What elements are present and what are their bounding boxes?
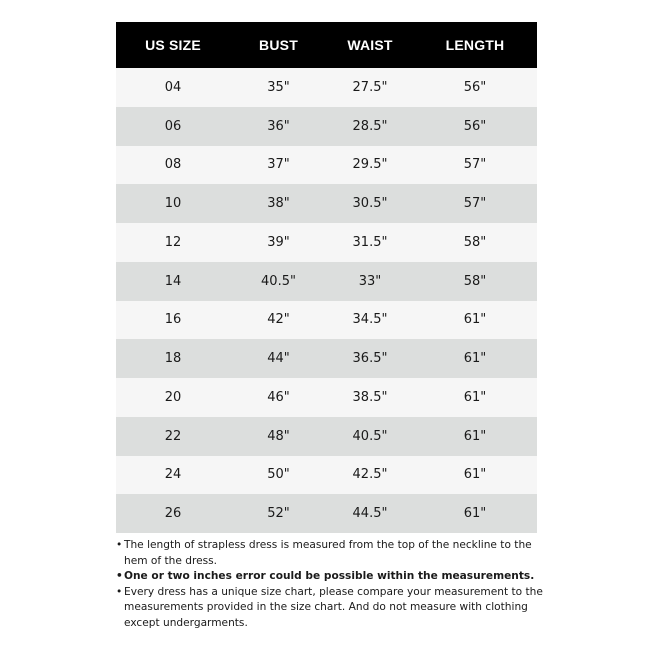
cell-us-size: 18 [116,339,230,378]
cell-bust: 42" [230,301,327,340]
header-us-size: US SIZE [116,22,230,68]
table-row [116,494,537,533]
cell-length: 61" [413,301,537,340]
cell-waist: 36.5" [327,339,413,378]
header-waist: WAIST [327,22,413,68]
cell-length: 61" [413,494,537,533]
cell-waist: 38.5" [327,378,413,417]
bullet-icon: • [116,539,123,551]
cell-length: 56" [413,107,537,146]
cell-us-size: 04 [116,68,230,107]
cell-bust: 38" [230,184,327,223]
cell-us-size: 26 [116,494,230,533]
cell-length: 61" [413,456,537,495]
cell-waist: 42.5" [327,456,413,495]
cell-us-size: 24 [116,456,230,495]
cell-waist: 40.5" [327,417,413,456]
cell-us-size: 08 [116,146,230,185]
size-chart-table [116,22,537,533]
cell-waist: 34.5" [327,301,413,340]
bullet-icon: • [116,585,123,598]
cell-us-size: 10 [116,184,230,223]
table-row [116,417,537,456]
table-row [116,146,537,185]
cell-waist: 33" [327,262,413,301]
cell-waist: 44.5" [327,494,413,533]
cell-bust: 36" [230,107,327,146]
cell-length: 61" [413,339,537,378]
note-text: The length of strapless dress is measured from the top of the neckline to the hem of the dress. [124,539,532,567]
table-row [116,378,537,417]
cell-bust: 50" [230,456,327,495]
cell-us-size: 06 [116,107,230,146]
cell-waist: 28.5" [327,107,413,146]
cell-length: 61" [413,417,537,456]
table-row [116,184,537,223]
cell-us-size: 16 [116,301,230,340]
cell-bust: 46" [230,378,327,417]
cell-bust: 52" [230,494,327,533]
cell-bust: 48" [230,417,327,456]
cell-length: 58" [413,223,537,262]
table-row [116,223,537,262]
cell-length: 56" [413,68,537,107]
table-row [116,301,537,340]
cell-waist: 31.5" [327,223,413,262]
table-row [116,339,537,378]
cell-waist: 30.5" [327,184,413,223]
cell-us-size: 22 [116,417,230,456]
table-row [116,107,537,146]
size-chart-container [116,22,537,533]
note-text: One or two inches error could be possible within the measurements. [124,570,535,582]
cell-us-size: 20 [116,378,230,417]
table-row [116,262,537,301]
note-text: Every dress has a unique size chart, please compare your measurement to the measurements provided in the size chart. And do not measure with clothing except undergarments. [124,585,543,629]
cell-length: 57" [413,184,537,223]
table-row [116,68,537,107]
cell-length: 61" [413,378,537,417]
cell-waist: 27.5" [327,68,413,107]
header-bust: BUST [230,22,327,68]
cell-bust: 39" [230,223,327,262]
table-header-row [116,22,537,68]
header-length: LENGTH [413,22,537,68]
cell-bust: 44" [230,339,327,378]
measurement-notes [116,538,546,631]
cell-bust: 35" [230,68,327,107]
cell-length: 58" [413,262,537,301]
cell-bust: 37" [230,146,327,185]
note-strapless-length [116,538,546,569]
cell-length: 57" [413,146,537,185]
note-unique-size-chart [116,585,546,632]
cell-waist: 29.5" [327,146,413,185]
cell-us-size: 14 [116,262,230,301]
cell-bust: 40.5" [230,262,327,301]
note-error-margin [116,569,546,585]
table-row [116,456,537,495]
cell-us-size: 12 [116,223,230,262]
bullet-icon: • [116,570,123,582]
